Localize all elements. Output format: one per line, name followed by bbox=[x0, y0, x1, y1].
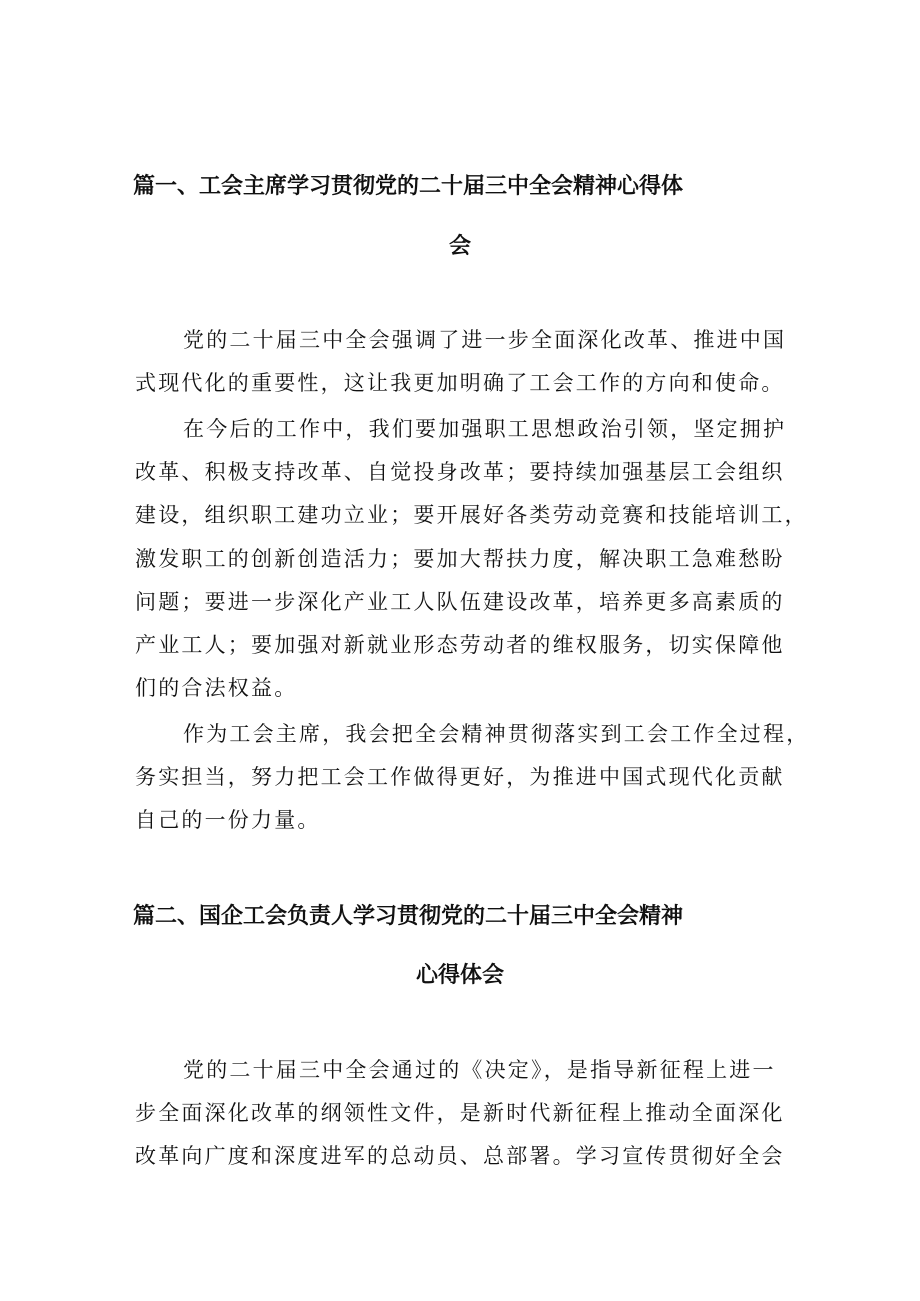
article2-line-1: 党的二十届三中全会通过的《决定》，是指导新征程上进一 bbox=[183, 1058, 776, 1082]
article1-line-12: 自己的一份力量。 bbox=[135, 808, 321, 832]
article2-title-line2: 心得体会 bbox=[415, 963, 504, 988]
article1-title-line2: 会 bbox=[448, 234, 471, 259]
article2-line-2: 步全面深化改革的纲领性文件，是新时代新征程上推动全面深化 bbox=[135, 1101, 785, 1125]
article1-line-10: 作为工会主席，我会把全会精神贯彻落实到工会工作全过程， bbox=[183, 722, 810, 746]
article1-line-4: 改革、积极支持改革、自觉投身改革；要持续加强基层工会组织 bbox=[135, 460, 785, 484]
article2-line-3: 改革向广度和深度进军的总动员、总部署。学习宣传贯彻好全会 bbox=[135, 1144, 785, 1168]
article1-line-1: 党的二十届三中全会强调了进一步全面深化改革、推进中国 bbox=[183, 328, 787, 352]
article1-title-line1: 篇一、工会主席学习贯彻党的二十届三中全会精神心得体 bbox=[133, 174, 684, 199]
article1-line-3: 在今后的工作中，我们要加强职工思想政治引领，坚定拥护 bbox=[183, 417, 787, 441]
article1-line-9: 们的合法权益。 bbox=[135, 676, 298, 700]
article1-line-6: 激发职工的创新创造活力；要加大帮扶力度，解决职工急难愁盼 bbox=[135, 547, 785, 571]
article1-line-7: 问题；要进一步深化产业工人队伍建设改革，培养更多高素质的 bbox=[135, 590, 785, 614]
article1-line-5: 建设，组织职工建功立业；要开展好各类劳动竞赛和技能培训工， bbox=[135, 503, 808, 527]
article1-line-8: 产业工人；要加强对新就业形态劳动者的维权服务，切实保障他 bbox=[135, 633, 785, 657]
article2-title-line1: 篇二、国企工会负责人学习贯彻党的二十届三中全会精神 bbox=[133, 904, 684, 929]
article1-line-2: 式现代化的重要性，这让我更加明确了工会工作的方向和使命。 bbox=[135, 371, 785, 395]
article1-line-11: 务实担当，努力把工会工作做得更好，为推进中国式现代化贡献 bbox=[135, 765, 785, 789]
